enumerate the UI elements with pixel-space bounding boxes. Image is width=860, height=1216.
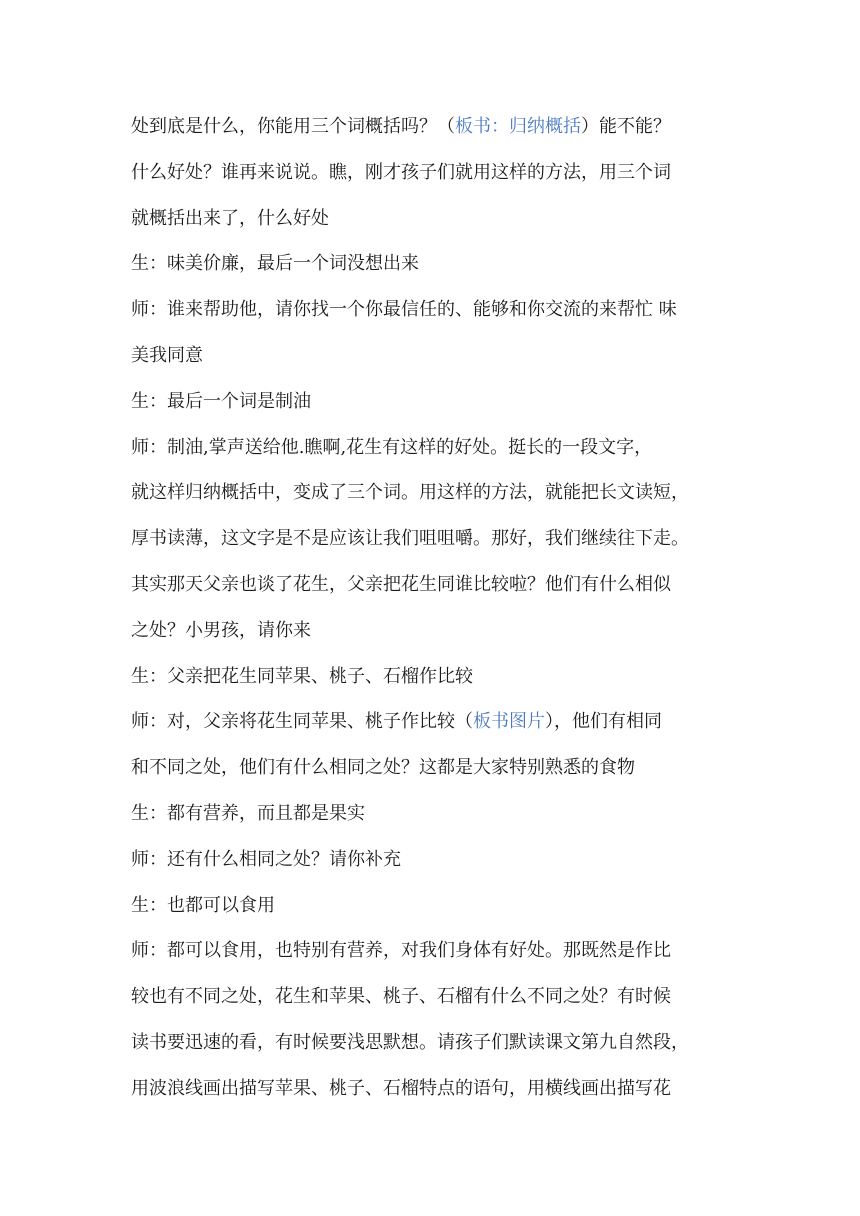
text-line: 用波浪线画出描写苹果、桃子、石榴特点的语句，用横线画出描写花 — [131, 1077, 671, 1099]
text-line: 生：最后一个词是制油 — [131, 390, 311, 412]
text-line: 其实那天父亲也谈了花生，父亲把花生同谁比较啦？他们有什么相似 — [131, 573, 671, 595]
text-line: 就这样归纳概括中，变成了三个词。用这样的方法，就能把长文读短， — [131, 482, 689, 504]
text-line — [131, 699, 731, 745]
text-line: 师：都可以食用，也特别有营养，对我们身体有好处。那既然是作比 — [131, 940, 671, 962]
text-line: 生：父亲把花生同苹果、桃子、石榴作比较 — [131, 665, 473, 687]
document-page — [131, 104, 731, 1112]
text-line: 师：还有什么相同之处？请你补充 — [131, 848, 401, 870]
text-line: 美我同意 — [131, 344, 203, 366]
text-line: 较也有不同之处，花生和苹果、桃子、石榴有什么不同之处？有时候 — [131, 986, 671, 1008]
text-line: 读书要迅速的看，有时候要浅思默想。请孩子们默读课文第九自然段， — [131, 1031, 689, 1053]
text-line: 生：都有营养，而且都是果实 — [131, 802, 365, 824]
text-run: ）能不能？ — [581, 116, 671, 137]
text-line: 和不同之处，他们有什么相同之处？这都是大家特别熟悉的食物 — [131, 757, 635, 779]
text-line: 什么好处？谁再来说说。瞧，刚才孩子们就用这样的方法，用三个词 — [131, 161, 671, 183]
blackboard-note: 板书：归纳概括 — [455, 116, 581, 137]
text-run: 师：对，父亲将花生同苹果、桃子作比较（ — [131, 711, 473, 733]
text-line — [131, 104, 731, 150]
text-run: 处到底是什么，你能用三个词概括吗？（ — [131, 116, 455, 137]
text-line: 厚书读薄，这文字是不是应该让我们咀咀嚼。那好，我们继续往下走。 — [131, 528, 689, 550]
text-line: 师：制油,掌声送给他.瞧啊,花生有这样的好处。挺长的一段文字， — [131, 436, 653, 458]
blackboard-note: 板书图片 — [473, 711, 545, 733]
text-line: 之处？小男孩，请你来 — [131, 619, 311, 641]
text-line: 就概括出来了，什么好处 — [131, 207, 329, 229]
text-line: 生：味美价廉，最后一个词没想出来 — [131, 253, 419, 275]
text-run: ），他们有相同 — [545, 711, 662, 733]
text-line: 师：谁来帮助他，请你找一个你最信任的、能够和你交流的来帮忙 味 — [131, 299, 677, 321]
text-line: 生：也都可以食用 — [131, 894, 275, 916]
